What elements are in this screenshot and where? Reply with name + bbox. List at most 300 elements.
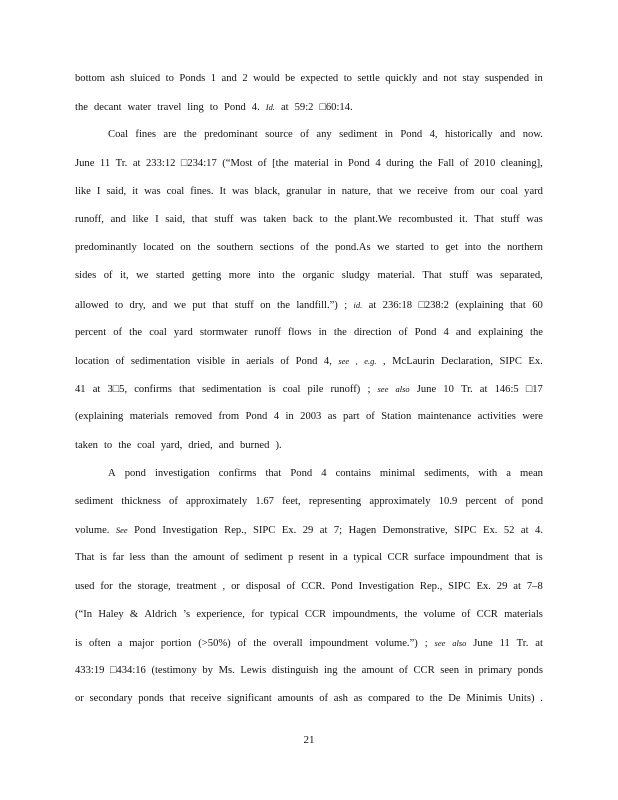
word: typical — [353, 552, 383, 564]
word: pond — [124, 467, 146, 479]
word: ash — [333, 693, 348, 705]
word: at — [479, 384, 488, 396]
word: 7–8 — [526, 580, 543, 592]
word: as — [353, 693, 363, 705]
word: it. — [459, 214, 468, 225]
word: impoundments, — [332, 608, 398, 620]
word: suspended — [484, 73, 530, 84]
word: expected — [300, 73, 339, 84]
word: black, — [254, 185, 281, 197]
word: confirms — [218, 467, 257, 479]
word: that — [212, 299, 229, 311]
word: 11 — [499, 638, 510, 649]
word: storage, — [137, 580, 171, 592]
word: it — [132, 185, 139, 197]
word: far — [112, 552, 125, 564]
word: ing — [323, 665, 338, 677]
word: northern — [507, 242, 543, 254]
word: feet, — [282, 496, 301, 507]
word: Pond — [224, 102, 246, 114]
word: the — [315, 242, 329, 254]
word: Pond — [348, 157, 370, 169]
word: cleaning], — [500, 157, 543, 169]
word: materials — [504, 608, 543, 620]
word: for — [100, 580, 113, 592]
word: Ex. — [528, 356, 543, 367]
word: 4 — [273, 411, 280, 423]
word: coal — [137, 439, 155, 451]
word: the — [487, 242, 501, 254]
word: CCR. — [301, 580, 326, 592]
word: receive — [417, 185, 448, 197]
word: or — [75, 693, 84, 705]
word: any — [316, 129, 332, 141]
word: 2 — [242, 73, 248, 84]
word: □238:2 — [418, 299, 449, 311]
word: approximately — [369, 496, 431, 507]
word: the — [129, 326, 143, 338]
word: get — [445, 242, 459, 254]
italic-word: see — [338, 356, 350, 366]
word: . — [540, 693, 543, 705]
word: Tr. — [516, 638, 529, 649]
italic-word: , — [355, 356, 358, 366]
word: of — [169, 496, 178, 507]
word: 236:18 — [382, 299, 413, 311]
word: of — [286, 580, 296, 592]
word: Pond — [245, 411, 268, 423]
word: ). — [275, 439, 282, 451]
word: SIPC — [454, 525, 477, 537]
word: to — [319, 214, 328, 225]
word: Tr. — [115, 157, 128, 169]
word: be — [285, 73, 296, 84]
word: at — [280, 102, 289, 114]
word: that — [169, 693, 186, 705]
word: of — [113, 326, 123, 338]
word: the — [282, 270, 296, 282]
word: Fall — [437, 157, 455, 169]
word: at — [513, 580, 521, 592]
word: materials — [129, 411, 169, 423]
word: sedimentation — [130, 356, 191, 367]
text-line — [75, 410, 543, 424]
word: June — [473, 638, 493, 649]
word: the — [183, 129, 197, 141]
word: the — [333, 326, 347, 338]
word: Hagen — [348, 525, 377, 537]
word: of — [103, 270, 113, 282]
word: getting — [191, 270, 222, 282]
word: sides — [75, 270, 97, 282]
word: , — [222, 580, 226, 592]
word: was — [232, 185, 249, 197]
word: typical — [269, 608, 299, 620]
text-line — [75, 495, 543, 509]
word: started — [395, 242, 425, 254]
word: Pond — [295, 356, 318, 367]
word: of — [300, 242, 310, 254]
word: was — [526, 214, 543, 225]
text-line — [75, 636, 543, 651]
word: Station — [381, 411, 412, 423]
word: receive — [190, 693, 222, 705]
word: the — [429, 693, 443, 705]
word: that — [514, 552, 531, 564]
word: of — [459, 157, 469, 169]
word: bottom — [75, 73, 106, 84]
word: (explaining — [75, 411, 124, 423]
text-line — [75, 580, 543, 594]
word: ash — [110, 73, 125, 84]
word: significant — [227, 693, 272, 705]
word: SIPC — [499, 356, 522, 367]
word: 4 — [375, 157, 381, 169]
word: said, — [106, 185, 127, 197]
text-line — [75, 72, 543, 86]
word: granular — [286, 185, 322, 197]
word: was — [476, 270, 493, 282]
word: water — [127, 102, 152, 114]
text-line — [75, 664, 543, 678]
word: of — [504, 496, 514, 507]
word: overall — [273, 638, 303, 649]
word: That — [422, 270, 442, 282]
word: June — [75, 157, 95, 169]
word: 4, — [429, 129, 438, 141]
word: ; — [344, 299, 348, 311]
word: sedimentation — [202, 384, 262, 396]
word: , — [383, 356, 386, 367]
word: amounts — [277, 693, 314, 705]
word: on — [260, 299, 271, 311]
word: 10.9 — [438, 496, 458, 507]
word: stormwater — [199, 326, 248, 338]
word: 1.67 — [255, 496, 274, 507]
word: thickness — [121, 496, 161, 507]
word: distinguish — [271, 665, 319, 677]
text-line — [108, 128, 543, 142]
word: like — [75, 185, 91, 197]
word: less — [129, 552, 146, 564]
word: travel — [157, 102, 182, 114]
word: landfill.”) — [296, 299, 338, 311]
word: dried, — [188, 439, 213, 451]
word: in — [329, 552, 338, 564]
word: CCR — [304, 608, 327, 620]
word: the — [197, 242, 211, 254]
text-line — [75, 523, 543, 538]
word: (testimony — [151, 665, 197, 677]
word: confirms — [134, 384, 172, 396]
word: taken — [75, 439, 98, 451]
word: experience, — [196, 608, 245, 620]
word: used — [75, 580, 95, 592]
word: amount — [192, 552, 225, 564]
word: impoundment — [450, 552, 509, 564]
word: to — [103, 439, 113, 451]
word: removed — [174, 411, 213, 423]
word: primary — [478, 665, 513, 677]
word: sediment — [339, 129, 378, 141]
word: ’s — [183, 608, 191, 620]
word: for — [251, 608, 264, 620]
word: the — [118, 580, 132, 592]
word: runoff) — [330, 384, 361, 396]
text-line — [75, 608, 543, 622]
text-line — [75, 213, 543, 227]
word: compared — [368, 693, 410, 705]
word: or — [231, 580, 240, 592]
word: Investigation — [162, 525, 218, 537]
italic-word: also — [452, 638, 467, 648]
word: 41 — [75, 384, 86, 396]
word: a — [117, 638, 123, 649]
word: 11 — [99, 157, 111, 169]
word: that — [191, 214, 208, 225]
word: 2003 — [300, 411, 322, 423]
text-line — [75, 185, 543, 199]
word: pile — [307, 384, 324, 396]
word: of — [319, 693, 329, 705]
word: ; — [367, 384, 371, 396]
word: that — [376, 185, 393, 197]
word: Minimis — [466, 693, 503, 705]
text-line — [75, 241, 543, 255]
word: plant.We — [354, 214, 392, 225]
text-line — [75, 354, 543, 369]
word: CCR — [387, 552, 409, 564]
word: the — [75, 102, 88, 114]
word: 3□5, — [107, 384, 128, 396]
text-line — [75, 157, 543, 171]
word: nature, — [341, 185, 371, 197]
word: Lewis — [240, 665, 267, 677]
word: Pond — [330, 580, 353, 592]
word: I — [96, 185, 101, 197]
word: it, — [120, 270, 129, 282]
italic-word: see — [434, 638, 446, 648]
word: our — [480, 185, 495, 197]
word: ponds — [517, 665, 543, 677]
word: to — [415, 693, 424, 705]
word: Ponds — [179, 73, 206, 84]
word: Ex. — [476, 580, 491, 592]
word: to — [114, 299, 124, 311]
word: of — [300, 129, 309, 141]
word: and — [455, 326, 472, 338]
word: a — [343, 552, 348, 564]
word: would — [253, 73, 280, 84]
word: yard, — [160, 439, 183, 451]
word: □234:17 — [180, 157, 217, 169]
word: the — [343, 665, 357, 677]
word: June — [416, 384, 437, 396]
word: at — [319, 525, 328, 537]
word: That — [75, 552, 95, 564]
word: treatment — [176, 580, 217, 592]
word: 29 — [496, 580, 508, 592]
word: Ms. — [218, 665, 235, 677]
word: fines. — [190, 185, 214, 197]
word: the — [118, 439, 132, 451]
word: the — [174, 552, 188, 564]
text-line — [75, 100, 543, 115]
word: contains — [335, 467, 371, 479]
word: sections — [259, 242, 294, 254]
word: approximately — [186, 496, 248, 507]
word: to — [209, 102, 218, 114]
word: volume.”) — [375, 638, 418, 649]
word: De — [448, 693, 461, 705]
word: the — [419, 157, 433, 169]
italic-word: id. — [353, 299, 363, 310]
word: 4. — [251, 102, 260, 114]
word: activities — [477, 411, 516, 423]
word: Ex. — [281, 525, 297, 537]
word: yard — [524, 185, 543, 197]
word: and — [422, 73, 438, 84]
text-line — [75, 551, 543, 565]
word: & — [129, 608, 139, 620]
word: than — [150, 552, 170, 564]
word: Pond — [134, 525, 156, 537]
word: investigation — [154, 467, 210, 479]
word: (>50%) — [198, 638, 231, 649]
word: is — [268, 384, 276, 396]
word: source — [265, 129, 293, 141]
word: direction — [353, 326, 392, 338]
word: not — [443, 73, 457, 84]
word: of — [461, 608, 471, 620]
word: 146:5 — [494, 384, 519, 396]
word: □17 — [525, 384, 543, 396]
word: started — [156, 270, 185, 282]
word: predominantly — [75, 242, 137, 254]
word: of — [398, 326, 408, 338]
word: 59:2 — [294, 102, 314, 114]
word: of — [237, 638, 247, 649]
word: we — [173, 299, 186, 311]
word: Coal — [108, 129, 129, 141]
word: CCR — [413, 665, 435, 677]
word: at — [520, 525, 529, 537]
word: we — [377, 242, 390, 254]
word: is — [75, 638, 83, 649]
word: was — [144, 185, 161, 197]
word: Investigation — [358, 580, 414, 592]
word: on — [180, 242, 191, 254]
word: percent — [465, 496, 497, 507]
word: recombusted — [398, 214, 453, 225]
word: at — [368, 299, 377, 311]
word: aerials — [246, 356, 274, 367]
word: quickly — [385, 73, 418, 84]
word: with — [478, 467, 498, 479]
word: McLaurin — [392, 356, 435, 367]
word: Haley — [98, 608, 124, 620]
word: mean — [520, 467, 543, 479]
word: separated, — [500, 270, 543, 282]
word: often — [88, 638, 111, 649]
word: visible — [196, 356, 226, 367]
word: ling — [187, 102, 204, 114]
word: part — [343, 411, 360, 423]
word: [the — [272, 157, 289, 169]
word: impoundment — [309, 638, 369, 649]
word: in — [384, 129, 393, 141]
word: SIPC — [252, 525, 276, 537]
word: material. — [377, 270, 415, 282]
word: during — [386, 157, 414, 169]
word: into — [258, 270, 275, 282]
word: southern — [216, 242, 254, 254]
word: that — [265, 467, 282, 479]
word: pond.As — [334, 242, 371, 254]
word: and — [110, 214, 126, 225]
word: Pond — [400, 129, 423, 141]
word: organic — [302, 270, 335, 282]
word: dry, — [129, 299, 146, 311]
text-line — [75, 326, 543, 340]
word: coal — [500, 185, 519, 197]
word: runoff, — [75, 214, 104, 225]
word: SIPC — [448, 580, 471, 592]
word: □434:16 — [110, 665, 146, 677]
word: minimal — [379, 467, 416, 479]
word: the — [530, 326, 543, 338]
word: 4 — [443, 326, 449, 338]
word: the — [277, 299, 290, 311]
text-line — [108, 467, 543, 481]
word: volume — [423, 608, 456, 620]
word: at — [92, 384, 101, 396]
word: p — [288, 552, 294, 564]
word: Pond — [414, 326, 437, 338]
italic-word: Id. — [265, 102, 275, 113]
word: □60:14. — [319, 102, 353, 114]
word: (explaining — [455, 299, 504, 311]
word: and — [500, 129, 516, 141]
italic-word: e.g. — [364, 356, 377, 366]
word: coal — [166, 185, 185, 197]
word: ; — [424, 638, 428, 649]
word: to — [343, 73, 352, 84]
word: 2010 — [474, 157, 496, 169]
word: flows — [287, 326, 312, 338]
word: percent — [75, 326, 107, 338]
word: and — [218, 439, 235, 451]
word: in — [327, 185, 336, 197]
word: 1 — [210, 73, 217, 84]
word: historically — [444, 129, 493, 141]
word: Units) — [508, 693, 535, 705]
word: and — [151, 299, 168, 311]
word: are — [163, 129, 177, 141]
word: to — [165, 73, 174, 84]
word: stuff — [500, 214, 520, 225]
word: 4, — [323, 356, 332, 367]
text-line — [75, 692, 543, 706]
word: to — [430, 242, 439, 254]
word: Rep., — [224, 525, 247, 537]
word: pond — [521, 496, 543, 507]
word: Ex. — [483, 525, 498, 537]
word: A — [108, 467, 116, 479]
word: allowed — [75, 299, 109, 311]
word: 60 — [532, 299, 543, 311]
word: in — [534, 73, 543, 84]
